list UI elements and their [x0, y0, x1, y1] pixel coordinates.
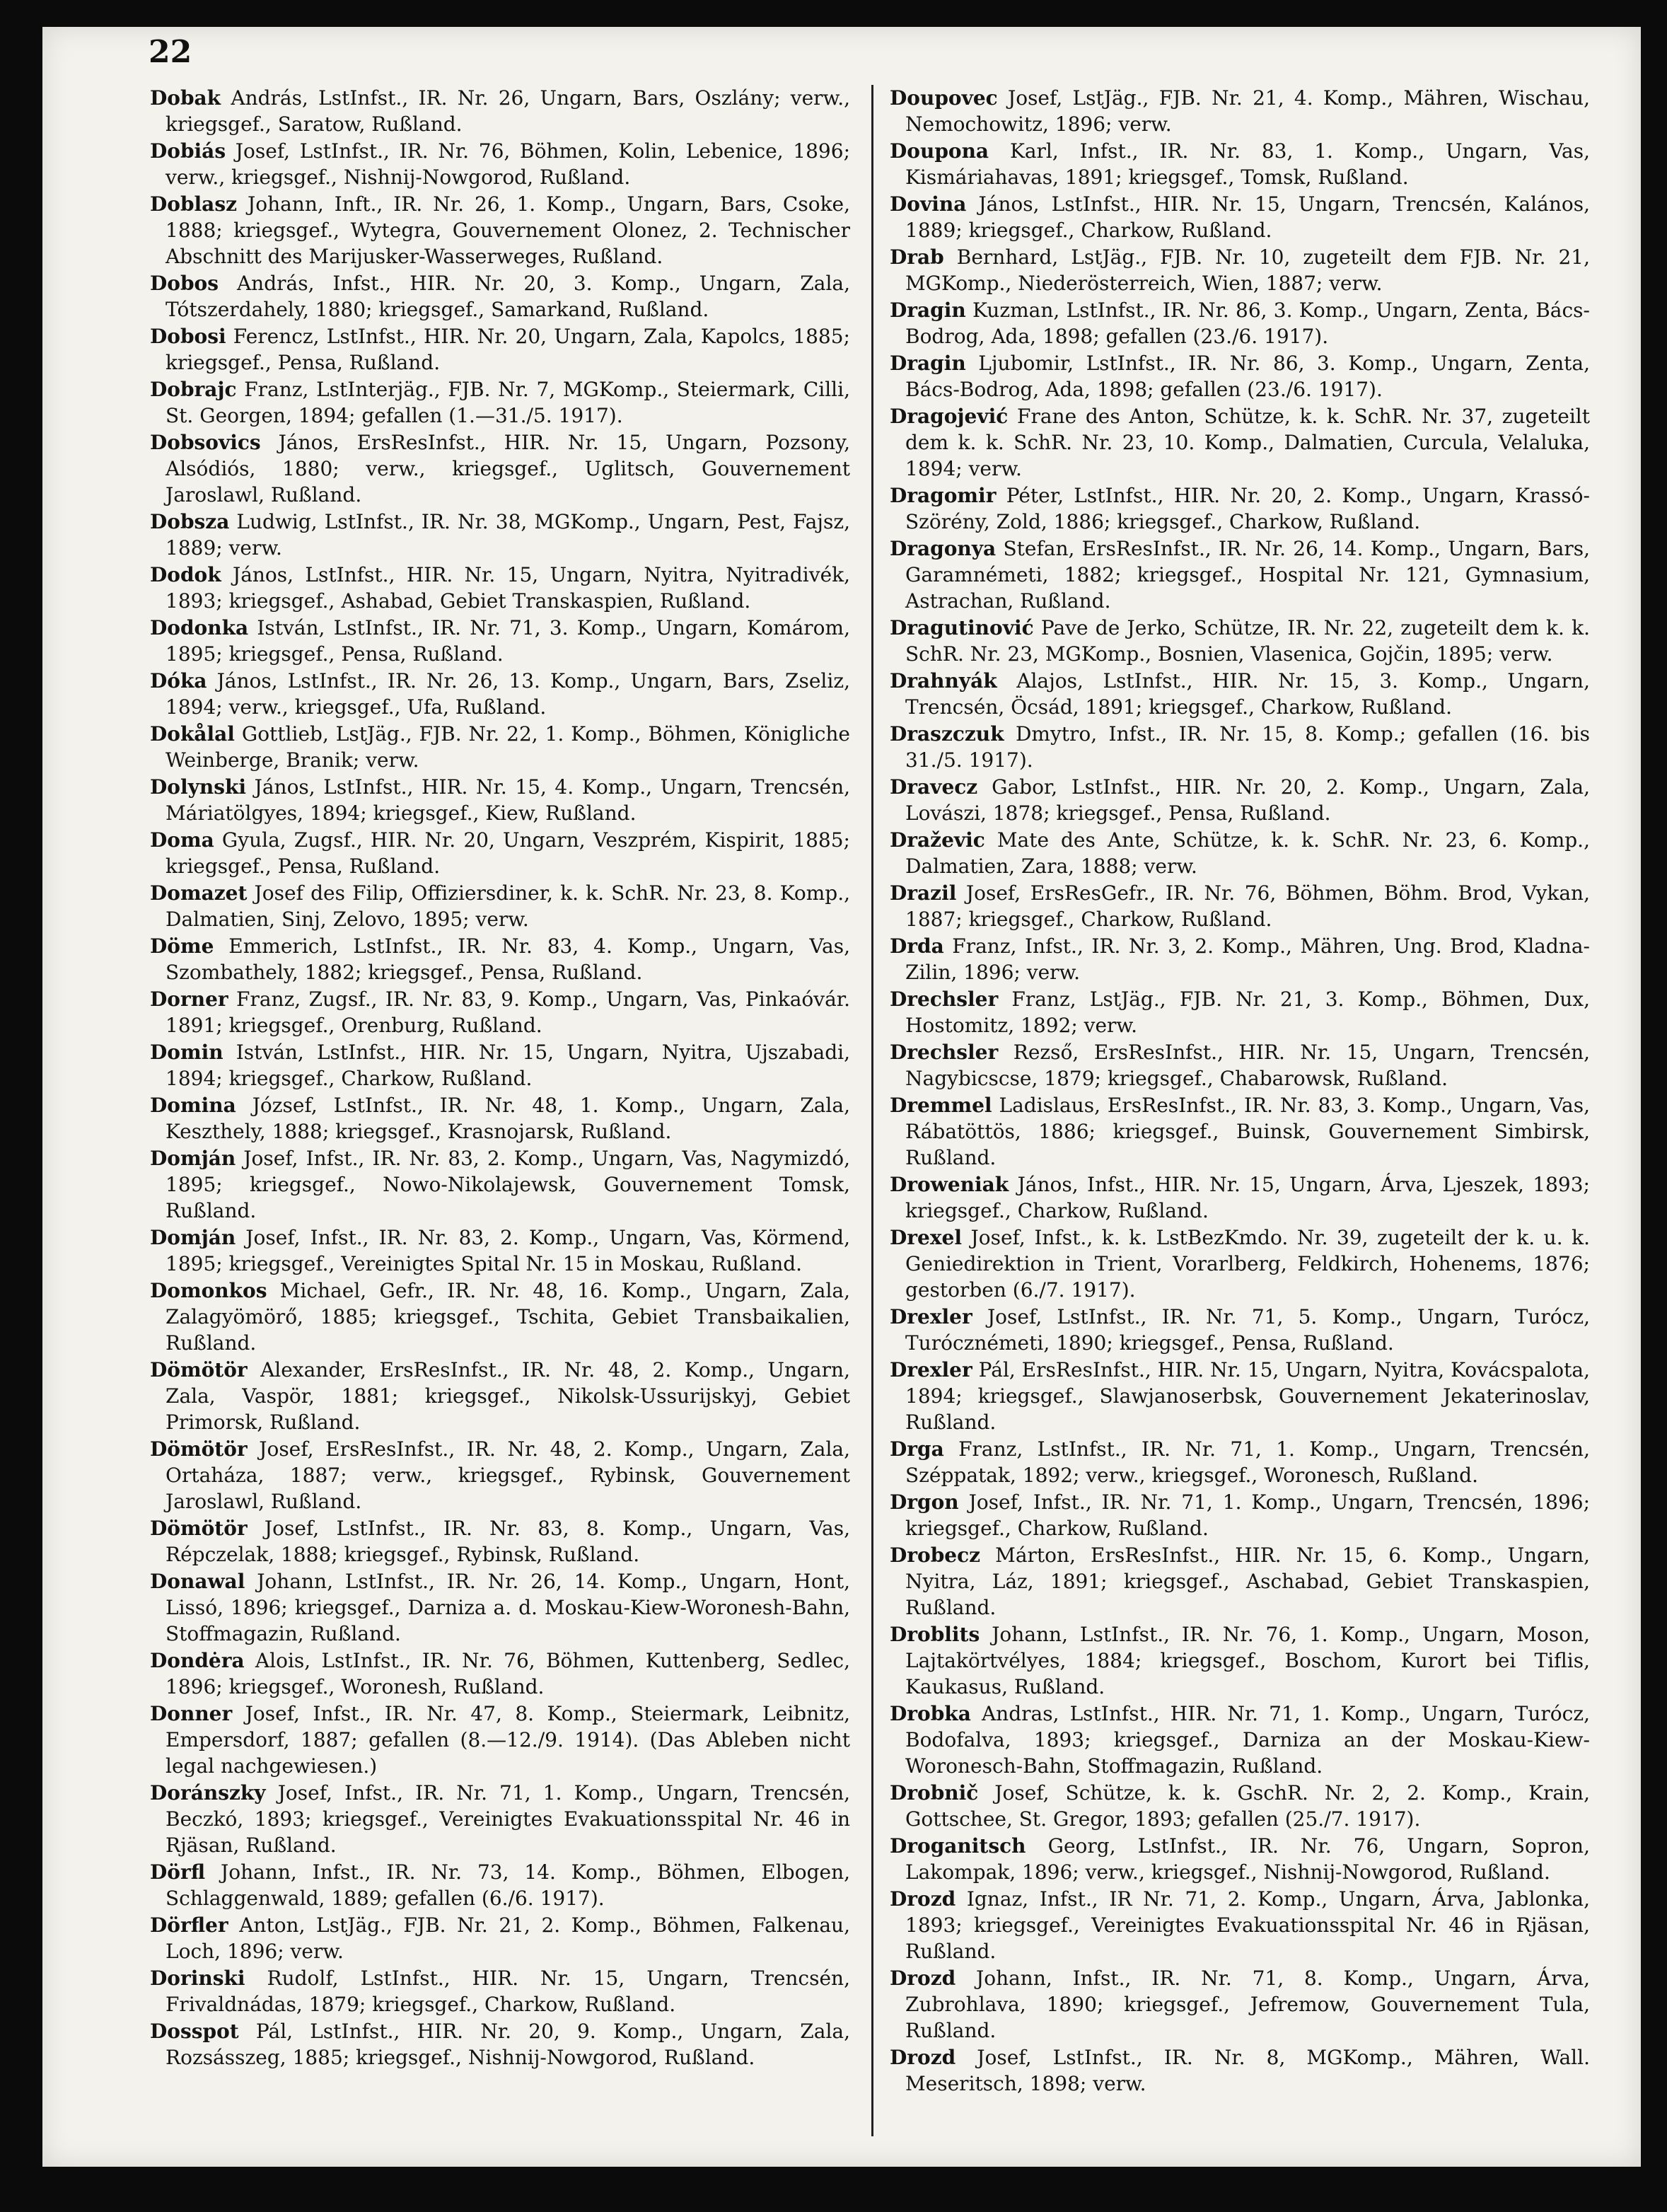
entry-surname: Drobka: [890, 1702, 971, 1725]
entry-surname: Dolynski: [150, 775, 247, 799]
page-number: 22: [149, 34, 192, 70]
register-entry: [890, 482, 1590, 535]
entry-surname: Domján: [150, 1147, 236, 1170]
entry-details: Franz, LstInfst., IR. Nr. 71, 1. Komp., Ungarn, Trencsén, Széppatak, 1892; verw., kriegsgef., Woronesch, Rußland.: [905, 1437, 1590, 1487]
register-entry: [890, 1436, 1590, 1488]
entry-surname: Drobnič: [890, 1781, 979, 1805]
entry-surname: Dovina: [890, 192, 967, 216]
entry-surname: Dömötör: [150, 1437, 248, 1461]
register-entry: [890, 1092, 1590, 1171]
register-entry: [890, 827, 1590, 879]
register-entry: [150, 270, 850, 323]
entry-surname: Dobosi: [150, 325, 226, 348]
entry-surname: Dobak: [150, 86, 221, 110]
entry-surname: Dóka: [150, 669, 207, 693]
entry-surname: Draževic: [890, 828, 985, 852]
register-entry: [890, 350, 1590, 403]
register-entry: [150, 85, 850, 137]
entry-surname: Drechsler: [890, 988, 999, 1011]
entry-surname: Domina: [150, 1094, 236, 1117]
register-entry: [150, 615, 850, 667]
register-entry: [150, 1648, 850, 1700]
entry-surname: Donawal: [150, 1570, 245, 1593]
entry-surname: Drexler: [890, 1305, 972, 1328]
entry-surname: Drazil: [890, 881, 957, 905]
entry-details: József, LstInfst., IR. Nr. 48, 1. Komp., Ungarn, Zala, Keszthely, 1888; kriegsgef., Krasnojarsk, Rußland.: [165, 1094, 850, 1143]
entry-details: Franz, Infst., IR. Nr. 3, 2. Komp., Mähren, Ung. Brod, Kladna-Zilin, 1896; verw.: [905, 934, 1590, 984]
register-entry: [150, 1278, 850, 1356]
register-entry: [890, 933, 1590, 985]
entry-details: Johann, LstInfst., IR. Nr. 76, 1. Komp., Ungarn, Moson, Lajtakörtvélyes, 1884; kriegsgef., Boschom, Kurort bei Tiflis, Kaukasus, Rußland.: [905, 1623, 1591, 1698]
column-divider: [871, 85, 873, 2136]
entry-surname: Dondėra: [150, 1649, 245, 1672]
entry-details: Josef, Infst., IR. Nr. 71, 1. Komp., Ungarn, Trencsén, Beczkó, 1893; kriegsgef., Vereinigtes Evakuationsspital Nr. 46 in Rjäsan, Rußland.: [165, 1781, 850, 1857]
entry-details: Ljubomir, LstInfst., IR. Nr. 86, 3. Komp., Ungarn, Zenta, Bács-Bodrog, Ada, 1898; gefallen (23./6. 1917).: [905, 352, 1590, 401]
entry-surname: Droblits: [890, 1623, 980, 1646]
entry-details: Michael, Gefr., IR. Nr. 48, 16. Komp., Ungarn, Zala, Zalagyömörő, 1885; kriegsgef., Tschita, Gebiet Transbaikalien, Rußland.: [165, 1279, 850, 1355]
entry-surname: Drozd: [890, 2046, 956, 2069]
entry-surname: Dokålal: [150, 722, 235, 746]
entry-surname: Döme: [150, 934, 214, 958]
right-column: [890, 85, 1590, 2097]
register-entry: [890, 1965, 1590, 2044]
entry-details: András, LstInfst., IR. Nr. 26, Ungarn, Bars, Oszlány; verw., kriegsgef., Saratow, Rußland.: [165, 86, 850, 136]
entry-details: Franz, Zugsf., IR. Nr. 83, 9. Komp., Ungarn, Vas, Pinkaóvár. 1891; kriegsgef., Orenburg, Rußland.: [165, 988, 850, 1037]
entry-surname: Dömötör: [150, 1358, 248, 1382]
register-entry: [890, 1171, 1590, 1224]
register-entry: [150, 1568, 850, 1647]
entry-details: Josef, Infst., k. k. LstBezKmdo. Nr. 39, zugeteilt der k. u. k. Geniedirektion in Trient, Vorarlberg, Feldkirch, Hohenems, 1876; gestorben (6./7. 1917).: [905, 1226, 1591, 1302]
register-entry: [150, 1039, 850, 1091]
entry-details: Pave de Jerko, Schütze, IR. Nr. 22, zugeteilt dem k. k. SchR. Nr. 23, MGKomp., Bosnien, Vlasenica, Gojčin, 1895; verw.: [905, 616, 1590, 666]
entry-surname: Dorner: [150, 988, 228, 1011]
register-entry: [150, 1436, 850, 1515]
entry-surname: Dobos: [150, 272, 219, 295]
register-entry: [150, 880, 850, 932]
register-entry: [890, 1701, 1590, 1779]
register-entry: [890, 668, 1590, 720]
register-entry: [150, 323, 850, 376]
register-entry: [890, 1039, 1590, 1091]
entry-details: Stefan, ErsResInfst., IR. Nr. 26, 14. Komp., Ungarn, Bars, Garamnémeti, 1882; kriegsgef., Hospital Nr. 121, Gymnasium, Astrachan, Rußland.: [905, 537, 1590, 613]
entry-details: András, Infst., HIR. Nr. 20, 3. Komp., Ungarn, Zala, Tótszerdahely, 1880; kriegsgef., Samarkand, Rußland.: [165, 272, 850, 321]
register-entry: [150, 1780, 850, 1858]
entry-surname: Dragomir: [890, 484, 997, 507]
entry-surname: Dobsza: [150, 510, 230, 533]
entry-surname: Drexel: [890, 1226, 962, 1249]
entry-details: Josef, LstInfst., IR. Nr. 71, 5. Komp., Ungarn, Turócz, Turócznémeti, 1890; kriegsgef., Pensa, Rußland.: [905, 1305, 1591, 1355]
entry-details: Johann, LstInfst., IR. Nr. 26, 14. Komp., Ungarn, Hont, Lissó, 1896; kriegsgef., Darniza a. d. Moskau-Kiew-Woronesh-Bahn, Stoffmagazin, Rußland.: [165, 1570, 850, 1645]
register-entry: [150, 429, 850, 508]
entry-surname: Doblasz: [150, 192, 237, 216]
entry-details: Emmerich, LstInfst., IR. Nr. 83, 4. Komp., Ungarn, Vas, Szombathely, 1882; kriegsgef., Pensa, Rußland.: [165, 934, 850, 984]
entry-surname: Dörfler: [150, 1913, 228, 1937]
entry-details: Gyula, Zugsf., HIR. Nr. 20, Ungarn, Veszprém, Kispirit, 1885; kriegsgef., Pensa, Rußland.: [165, 828, 850, 878]
entry-surname: Droganitsch: [890, 1834, 1026, 1858]
entry-details: János, LstInfst., HIR. Nr. 15, 4. Komp., Ungarn, Trencsén, Máriatölgyes, 1894; kriegsgef., Kiew, Rußland.: [165, 775, 850, 825]
entry-surname: Drozd: [890, 1887, 956, 1911]
page-sheet: [42, 27, 1641, 2167]
entry-surname: Doupovec: [890, 86, 998, 110]
register-entry: [890, 1833, 1590, 1885]
entry-details: Josef, LstJäg., FJB. Nr. 21, 4. Komp., Mähren, Wischau, Nemochowitz, 1896; verw.: [905, 86, 1590, 136]
entry-details: Josef, LstInfst., IR. Nr. 76, Böhmen, Kolin, Lebenice, 1896; verw., kriegsgef., Nishnij-Nowgorod, Rußland.: [165, 139, 850, 189]
register-entry: [150, 191, 850, 270]
register-entry: [150, 2018, 850, 2071]
entry-surname: Dörfl: [150, 1860, 206, 1884]
entry-details: Ladislaus, ErsResInfst., IR. Nr. 83, 3. Komp., Ungarn, Vas, Rábatöttös, 1886; kriegsgef., Buinsk, Gouvernement Simbirsk, Rußland.: [905, 1094, 1590, 1169]
register-entry: [150, 1912, 850, 1964]
register-entry: [890, 1304, 1590, 1356]
entry-surname: Doma: [150, 828, 214, 852]
entry-surname: Dosspot: [150, 2020, 239, 2043]
entry-surname: Droweniak: [890, 1173, 1009, 1196]
entry-details: János, ErsResInfst., HIR. Nr. 15, Ungarn, Pozsony, Alsódiós, 1880; verw., kriegsgef., Uglitsch, Gouvernement Jaroslawl, Rußland.: [165, 431, 850, 506]
entry-surname: Domonkos: [150, 1279, 267, 1302]
entry-details: Franz, LstJäg., FJB. Nr. 21, 3. Komp., Böhmen, Dux, Hostomitz, 1892; verw.: [905, 988, 1590, 1037]
entry-details: Andras, LstInfst., HIR. Nr. 71, 1. Komp., Ungarn, Turócz, Bodofalva, 1893; kriegsgef., Darniza an der Moskau-Kiew-Woronesch-Bahn, Stoffmagazin, Rußland.: [905, 1702, 1590, 1778]
entry-details: Gabor, LstInfst., HIR. Nr. 20, 2. Komp., Ungarn, Zala, Lovászi, 1878; kriegsgef., Pensa, Rußland.: [905, 775, 1590, 825]
register-entry: [890, 191, 1590, 243]
entry-surname: Dömötör: [150, 1517, 248, 1540]
entry-details: Rudolf, LstInfst., HIR. Nr. 15, Ungarn, Trencsén, Frivaldnádas, 1879; kriegsgef., Charkow, Rußland.: [165, 1967, 850, 2016]
entry-surname: Dragutinović: [890, 616, 1034, 639]
entry-details: Frane des Anton, Schütze, k. k. SchR. Nr. 37, zugeteilt dem k. k. SchR. Nr. 23, 10. Komp., Dalmatien, Curcula, Velaluka, 1894; verw.: [905, 405, 1590, 480]
entry-surname: Drexler: [890, 1358, 972, 1382]
register-entry: [150, 986, 850, 1038]
register-entry: [890, 1224, 1590, 1303]
entry-details: Ludwig, LstInfst., IR. Nr. 38, MGKomp., Ungarn, Pest, Fajsz, 1889; verw.: [165, 510, 851, 560]
entry-surname: Drechsler: [890, 1041, 999, 1064]
entry-surname: Dremmel: [890, 1094, 992, 1117]
register-entry: [890, 535, 1590, 614]
register-entry: [150, 509, 850, 561]
entry-surname: Dobrajc: [150, 378, 237, 401]
register-entry: [150, 1092, 850, 1145]
entry-details: Ferencz, LstInfst., HIR. Nr. 20, Ungarn, Zala, Kapolcs, 1885; kriegsgef., Pensa, Rußland.: [165, 325, 850, 374]
register-entry: [150, 668, 850, 720]
register-entry: [890, 615, 1590, 667]
register-entry: [150, 721, 850, 773]
register-entry: [890, 1621, 1590, 1700]
register-entry: [890, 2044, 1590, 2097]
entry-details: János, Infst., HIR. Nr. 15, Ungarn, Árva, Ljeszek, 1893; kriegsgef., Charkow, Rußland.: [905, 1173, 1590, 1222]
entry-details: István, LstInfst., HIR. Nr. 15, Ungarn, Nyitra, Ujszabadi, 1894; kriegsgef., Charkow, Rußland.: [165, 1041, 850, 1090]
register-entry: [890, 138, 1590, 190]
entry-details: Karl, Infst., IR. Nr. 83, 1. Komp., Ungarn, Vas, Kismáriahavas, 1891; kriegsgef., Tomsk, Rußland.: [905, 139, 1590, 189]
entry-details: Josef, ErsResGefr., IR. Nr. 76, Böhmen, Böhm. Brod, Vykan, 1887; kriegsgef., Charkow, Rußland.: [905, 881, 1590, 931]
entry-details: Josef, ErsResInfst., IR. Nr. 48, 2. Komp., Ungarn, Zala, Ortaháza, 1887; verw., kriegsgef., Rybinsk, Gouvernement Jaroslawl, Rußland.: [165, 1437, 850, 1513]
entry-details: Josef, Infst., IR. Nr. 83, 2. Komp., Ungarn, Vas, Körmend, 1895; kriegsgef., Vereinigtes Spital Nr. 15 in Moskau, Rußland.: [165, 1226, 850, 1275]
entry-surname: Dodonka: [150, 616, 249, 639]
register-entry: [890, 403, 1590, 482]
register-entry: [150, 1859, 850, 1911]
entry-details: Josef, LstInfst., IR. Nr. 8, MGKomp., Mähren, Wall. Meseritsch, 1898; verw.: [905, 2046, 1590, 2095]
entry-details: Ignaz, Infst., IR Nr. 71, 2. Komp., Ungarn, Árva, Jablonka, 1893; kriegsgef., Vereinigtes Evakuationsspital Nr. 46 in Rjäsan, Rußland.: [905, 1887, 1590, 1963]
entry-surname: Dodok: [150, 563, 221, 586]
entry-details: Alajos, LstInfst., HIR. Nr. 15, 3. Komp., Ungarn, Trencsén, Öcsád, 1891; kriegsgef., Charkow, Rußland.: [905, 669, 1590, 719]
entry-details: Josef, Schütze, k. k. GschR. Nr. 2, 2. Komp., Krain, Gottschee, St. Gregor, 1893; gefallen (25./7. 1917).: [905, 1781, 1590, 1831]
register-entry: [150, 933, 850, 985]
entry-surname: Drobecz: [890, 1544, 981, 1567]
entry-surname: Dragojević: [890, 405, 1009, 428]
register-entry: [890, 1780, 1590, 1832]
entry-details: Bernhard, LstJäg., FJB. Nr. 10, zugeteilt dem FJB. Nr. 21, MGKomp., Niederösterreich, Wien, 1887; verw.: [905, 245, 1590, 295]
register-entry: [890, 986, 1590, 1038]
entry-surname: Dobiás: [150, 139, 226, 163]
entry-surname: Dragonya: [890, 537, 997, 560]
entry-details: Pál, ErsResInfst., HIR. Nr. 15, Ungarn, Nyitra, Kovácspalota, 1894; kriegsgef., Slawjanoserbsk, Gouvernement Jekaterinoslav, Rußland.: [905, 1358, 1590, 1434]
entry-details: Josef, Infst., IR. Nr. 71, 1. Komp., Ungarn, Trencsén, 1896; kriegsgef., Charkow, Rußland.: [905, 1490, 1591, 1540]
entry-surname: Doránszky: [150, 1781, 266, 1805]
entry-details: Johann, Infst., IR. Nr. 73, 14. Komp., Böhmen, Elbogen, Schlaggenwald, 1889; gefallen (6./6. 1917).: [165, 1860, 851, 1910]
register-entry: [150, 1357, 850, 1435]
register-entry: [890, 1886, 1590, 1964]
register-entry: [890, 244, 1590, 296]
entry-surname: Drda: [890, 934, 944, 958]
register-entry: [890, 85, 1590, 137]
entry-surname: Dragin: [890, 352, 966, 375]
entry-details: Pál, LstInfst., HIR. Nr. 20, 9. Komp., Ungarn, Zala, Rozsásszeg, 1885; kriegsgef., Nishnij-Nowgorod, Rußland.: [165, 2020, 851, 2069]
register-entry: [150, 1224, 850, 1277]
entry-surname: Dobsovics: [150, 431, 261, 454]
entry-surname: Drahnyák: [890, 669, 997, 693]
entry-details: Anton, LstJäg., FJB. Nr. 21, 2. Komp., Böhmen, Falkenau, Loch, 1896; verw.: [165, 1913, 850, 1963]
entry-details: Josef des Filip, Offiziersdiner, k. k. SchR. Nr. 23, 8. Komp., Dalmatien, Sinj, Zelovo, 1895; verw.: [165, 881, 850, 931]
entry-surname: Doupona: [890, 139, 989, 163]
entry-details: Rezső, ErsResInfst., HIR. Nr. 15, Ungarn, Trencsén, Nagybicscse, 1879; kriegsgef., Chabarowsk, Rußland.: [905, 1041, 1591, 1090]
register-entry: [890, 1542, 1590, 1621]
entry-details: Kuzman, LstInfst., IR. Nr. 86, 3. Komp., Ungarn, Zenta, Bács-Bodrog, Ada, 1898; gefallen (23./6. 1917).: [905, 299, 1590, 348]
entry-details: István, LstInfst., IR. Nr. 71, 3. Komp., Ungarn, Komárom, 1895; kriegsgef., Pensa, Rußland.: [165, 616, 850, 666]
register-entry: [890, 721, 1590, 773]
entry-details: Josef, Infst., IR. Nr. 47, 8. Komp., Steiermark, Leibnitz, Empersdorf, 1887; gefallen (8.—12./9. 1914). (Das Ableben nicht legal nachgewiesen.): [165, 1702, 850, 1778]
entry-surname: Dravecz: [890, 775, 978, 799]
register-entry: [150, 1701, 850, 1779]
entry-surname: Donner: [150, 1702, 233, 1725]
entry-surname: Draszczuk: [890, 722, 1004, 746]
entry-surname: Drozd: [890, 1967, 956, 1990]
entry-details: Josef, LstInfst., IR. Nr. 83, 8. Komp., Ungarn, Vas, Répczelak, 1888; kriegsgef., Rybinsk, Rußland.: [165, 1517, 850, 1566]
register-entry: [150, 562, 850, 614]
entry-details: János, LstInfst., HIR. Nr. 15, Ungarn, Nyitra, Nyitradivék, 1893; kriegsgef., Ashabad, Gebiet Transkaspien, Rußland.: [165, 563, 850, 613]
entry-details: Franz, LstInterjäg., FJB. Nr. 7, MGKomp., Steiermark, Cilli, St. Georgen, 1894; gefallen (1.—31./5. 1917).: [165, 378, 850, 427]
entry-surname: Drga: [890, 1437, 944, 1461]
entry-details: Gottlieb, LstJäg., FJB. Nr. 22, 1. Komp., Böhmen, Königliche Weinberge, Branik; verw.: [165, 722, 850, 772]
entry-details: Johann, Infst., IR. Nr. 71, 8. Komp., Ungarn, Árva, Zubrohlava, 1890; kriegsgef., Jefremow, Gouvernement Tula, Rußland.: [905, 1967, 1590, 2042]
register-entry: [890, 774, 1590, 826]
entry-details: Péter, LstInfst., HIR. Nr. 20, 2. Komp., Ungarn, Krassó-Szörény, Zold, 1886; kriegsgef., Charkow, Rußland.: [905, 484, 1590, 533]
entry-details: Alexander, ErsResInfst., IR. Nr. 48, 2. Komp., Ungarn, Zala, Vaspör, 1881; kriegsgef., Nikolsk-Ussurijskyj, Gebiet Primorsk, Rußland.: [165, 1358, 850, 1434]
register-entry: [150, 1145, 850, 1224]
register-entry: [150, 1965, 850, 2017]
entry-details: Georg, LstInfst., IR. Nr. 76, Ungarn, Sopron, Lakompak, 1896; verw., kriegsgef., Nishnij-Nowgorod, Rußland.: [905, 1834, 1590, 1884]
register-entry: [890, 880, 1590, 932]
register-entry: [150, 1515, 850, 1568]
entry-surname: Drab: [890, 245, 944, 269]
entry-details: Johann, Inft., IR. Nr. 26, 1. Komp., Ungarn, Bars, Csoke, 1888; kriegsgef., Wytegra, Gouvernement Olonez, 2. Technischer Abschnitt des Marijusker-Wasserweges, Rußland.: [165, 192, 851, 268]
entry-details: Alois, LstInfst., IR. Nr. 76, Böhmen, Kuttenberg, Sedlec, 1896; kriegsgef., Woronesh, Rußland.: [165, 1649, 850, 1698]
register-entry: [890, 297, 1590, 349]
register-entry: [150, 138, 850, 190]
entry-surname: Dorinski: [150, 1967, 245, 1990]
entry-details: Josef, Infst., IR. Nr. 83, 2. Komp., Ungarn, Vas, Nagymizdó, 1895; kriegsgef., Nowo-Nikolajewsk, Gouvernement Tomsk, Rußland.: [165, 1147, 850, 1222]
entry-surname: Domin: [150, 1041, 223, 1064]
entry-surname: Domján: [150, 1226, 236, 1249]
register-entry: [890, 1357, 1590, 1435]
entry-surname: Domazet: [150, 881, 248, 905]
entry-surname: Drgon: [890, 1490, 959, 1514]
register-entry: [150, 376, 850, 429]
entry-surname: Dragin: [890, 299, 966, 322]
register-entry: [890, 1489, 1590, 1541]
register-entry: [150, 827, 850, 879]
entry-details: Márton, ErsResInfst., HIR. Nr. 15, 6. Komp., Ungarn, Nyitra, Láz, 1891; kriegsgef., Aschabad, Gebiet Transkaspien, Rußland.: [905, 1544, 1591, 1619]
entry-details: János, LstInfst., HIR. Nr. 15, Ungarn, Trencsén, Kalános, 1889; kriegsgef., Charkow, Rußland.: [905, 192, 1590, 242]
left-column: [150, 85, 850, 2071]
entry-details: János, LstInfst., IR. Nr. 26, 13. Komp., Ungarn, Bars, Zseliz, 1894; verw., kriegsgef., Ufa, Rußland.: [165, 669, 850, 719]
register-entry: [150, 774, 850, 826]
entry-details: Dmytro, Infst., IR. Nr. 15, 8. Komp.; gefallen (16. bis 31./5. 1917).: [905, 722, 1591, 772]
entry-details: Mate des Ante, Schütze, k. k. SchR. Nr. 23, 6. Komp., Dalmatien, Zara, 1888; verw.: [905, 828, 1590, 878]
